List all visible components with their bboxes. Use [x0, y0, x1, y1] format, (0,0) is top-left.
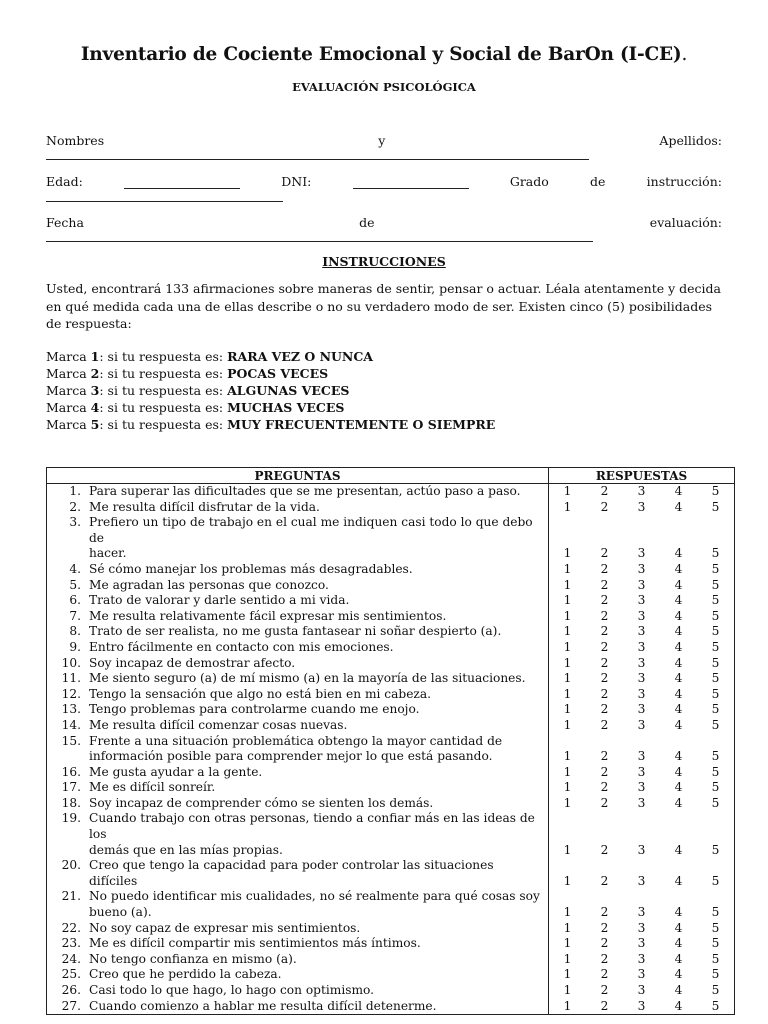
answer-option-1[interactable]: 1	[563, 873, 572, 888]
question-text	[89, 780, 549, 796]
answer-option-3[interactable]: 3	[637, 780, 646, 795]
names-field[interactable]	[46, 133, 722, 148]
answer-option-2[interactable]: 2	[600, 873, 609, 888]
question-text	[89, 702, 549, 718]
question-text	[89, 500, 549, 516]
answer-option-4[interactable]: 4	[674, 795, 683, 810]
question-number: 2.	[47, 500, 90, 516]
answer-option-5[interactable]: 5	[697, 562, 735, 578]
answer-option-1[interactable]: 1	[563, 484, 572, 498]
answer-option-2[interactable]: 2	[600, 780, 609, 795]
document-title: Inventario de Cociente Emocional y Social de BarOn (I-CE).	[80, 44, 688, 65]
answer-option-2[interactable]: 2	[600, 749, 609, 764]
question-number: 17.	[47, 780, 90, 796]
question-line: Me es difícil sonreír.	[89, 780, 216, 795]
question-line: Me resulta difícil comenzar cosas nuevas.	[89, 717, 348, 732]
question-line: Creo que he perdido la cabeza.	[89, 967, 282, 982]
answer-option-2[interactable]: 2	[600, 561, 609, 576]
answer-scale-list	[46, 348, 726, 433]
question-number: 13.	[47, 702, 90, 718]
question-row	[47, 562, 735, 578]
answer-option-5[interactable]: 5	[697, 640, 735, 656]
instruction-label: instrucción:	[646, 174, 722, 189]
answer-option-4[interactable]: 4	[674, 499, 683, 514]
age-dni-field[interactable]	[46, 174, 722, 189]
question-line: Frente a una situación problemática obtengo la mayor cantidad de	[89, 733, 503, 748]
question-text	[89, 952, 549, 968]
question-line: Cuando trabajo con otras personas, tiendo a confiar más en las ideas de los	[89, 811, 535, 842]
answer-option-1[interactable]: 1	[563, 983, 572, 997]
answer-option-2[interactable]: 2	[600, 702, 609, 717]
answer-option-3[interactable]: 3	[637, 593, 646, 608]
answer-option-3[interactable]: 3	[637, 671, 646, 686]
question-number: 15.	[47, 734, 90, 765]
answer-option-5[interactable]: 5	[697, 671, 735, 687]
answer-option-5[interactable]: 5	[697, 515, 735, 562]
question-text	[89, 936, 549, 952]
question-number: 23.	[47, 936, 90, 952]
question-row	[47, 952, 735, 968]
answer-option-2[interactable]: 2	[600, 920, 609, 935]
question-text	[89, 578, 549, 594]
question-number: 25.	[47, 967, 90, 983]
question-line: No soy capaz de expresar mis sentimientos.	[89, 920, 361, 935]
question-number: 24.	[47, 952, 90, 968]
answer-option-1[interactable]: 1	[563, 967, 572, 982]
answer-option-3[interactable]: 3	[637, 842, 646, 857]
question-line: No tengo confianza en mismo (a).	[89, 951, 297, 966]
question-number: 19.	[47, 811, 90, 858]
question-line: Trato de ser realista, no me gusta fantasear ni soñar despierto (a).	[89, 624, 502, 639]
question-number: 26.	[47, 983, 90, 999]
question-row	[47, 656, 735, 672]
dni-input[interactable]	[353, 178, 469, 189]
answer-option-5[interactable]: 5	[697, 952, 735, 968]
answer-option-2[interactable]: 2	[600, 951, 609, 966]
answer-option-3[interactable]: 3	[637, 686, 646, 701]
answer-option-3[interactable]: 3	[623, 999, 660, 1015]
question-line: Me gusta ayudar a la gente.	[89, 764, 263, 779]
answer-option-3[interactable]: 3	[637, 577, 646, 592]
answer-option-2[interactable]: 2	[600, 983, 609, 997]
answer-option-3[interactable]: 3	[637, 655, 646, 670]
question-row	[47, 780, 735, 796]
answer-option-4[interactable]: 4	[674, 780, 683, 795]
answer-option-2[interactable]: 2	[600, 671, 609, 686]
answer-option-5[interactable]: 5	[697, 889, 735, 920]
answer-option-5[interactable]: 5	[697, 921, 735, 937]
answer-option-4[interactable]: 4	[674, 717, 683, 732]
answer-option-4[interactable]: 4	[674, 983, 683, 997]
answer-option-1[interactable]: 1	[563, 624, 572, 639]
surnames-label: Apellidos:	[659, 133, 722, 148]
question-text	[89, 921, 549, 937]
question-line: Creo que tengo la capacidad para poder controlar las situaciones difíciles	[89, 858, 494, 888]
question-text	[89, 671, 549, 687]
answer-option-5[interactable]: 5	[697, 500, 735, 516]
answer-option-1[interactable]: 1	[563, 639, 572, 654]
answer-option-2[interactable]: 2	[600, 577, 609, 592]
answer-option-4[interactable]: 4	[674, 484, 683, 498]
answer-option-1[interactable]: 1	[563, 780, 572, 795]
answer-option-1[interactable]: 1	[563, 905, 572, 920]
instructions-paragraph: Usted, encontrará 133 afirmaciones sobre maneras de sentir, pensar o actuar. Léala atentamente y decida en qué medida cada una de ellas describe o no su verdadero modo de ser. Existen cinco (5) posibilidades de respuesta:	[46, 281, 721, 331]
question-row	[47, 858, 735, 889]
answer-option-5[interactable]: 5	[697, 687, 735, 703]
answer-option-5[interactable]: 5	[697, 734, 735, 765]
age-label: Edad:	[46, 174, 83, 189]
question-number: 6.	[47, 593, 90, 609]
answer-option-4[interactable]: 4	[674, 842, 683, 857]
question-row	[47, 500, 735, 516]
question-number: 7.	[47, 609, 90, 625]
question-line: Prefiero un tipo de trabajo en el cual me indiquen casi todo lo que debo de	[89, 515, 533, 545]
answer-option-2[interactable]: 2	[600, 639, 609, 654]
question-row	[47, 609, 735, 625]
answer-option-5[interactable]: 5	[697, 718, 735, 734]
question-line: Cuando comienzo a hablar me resulta difícil detenerme.	[89, 998, 437, 1013]
question-row	[47, 578, 735, 594]
question-text	[89, 624, 549, 640]
answer-option-1[interactable]: 1	[563, 702, 572, 717]
answer-option-4[interactable]: 4	[674, 873, 683, 888]
answer-option-3[interactable]: 3	[637, 983, 646, 997]
answer-option-1[interactable]: 1	[563, 842, 572, 857]
answer-option-3[interactable]: 3	[637, 702, 646, 717]
question-number: 16.	[47, 765, 90, 781]
document-subtitle: EVALUACIÓN PSICOLÓGICA	[292, 80, 476, 94]
question-text	[89, 609, 549, 625]
answer-option-1[interactable]: 1	[563, 764, 572, 779]
scale-item: Marca 4: si tu respuesta es: MUCHAS VECES	[46, 400, 345, 415]
answer-option-5[interactable]: 5	[697, 765, 735, 781]
scale-item: Marca 2: si tu respuesta es: POCAS VECES	[46, 366, 329, 381]
question-row	[47, 593, 735, 609]
question-line: Soy incapaz de demostrar afecto.	[89, 655, 296, 670]
answer-option-4[interactable]: 4	[674, 686, 683, 701]
answer-option-1[interactable]: 1	[563, 671, 572, 686]
question-number: 14.	[47, 718, 90, 734]
question-row	[47, 765, 735, 781]
answer-option-3[interactable]: 3	[637, 624, 646, 639]
answer-option-1[interactable]: 1	[563, 593, 572, 608]
question-line: hacer.	[89, 546, 127, 561]
question-line: demás que en las mías propias.	[89, 842, 283, 857]
answer-option-3[interactable]: 3	[637, 717, 646, 732]
instructions-heading: INSTRUCCIONES	[322, 254, 446, 269]
answer-option-4[interactable]: 4	[674, 546, 683, 561]
date-label: Fecha	[46, 215, 84, 230]
question-line: información posible para comprender mejor lo que está pasando.	[89, 749, 493, 764]
question-row	[47, 624, 735, 640]
date-field[interactable]	[46, 215, 722, 230]
answer-option-2[interactable]: 2	[600, 655, 609, 670]
answer-option-2[interactable]: 2	[600, 842, 609, 857]
answer-option-3[interactable]: 3	[637, 873, 646, 888]
question-number: 18.	[47, 796, 90, 812]
question-line: Trato de valorar y darle sentido a mi vida.	[89, 593, 350, 608]
answer-option-3[interactable]: 3	[637, 936, 646, 951]
question-number: 3.	[47, 515, 90, 562]
answer-option-5[interactable]: 5	[697, 702, 735, 718]
answer-option-3[interactable]: 3	[637, 639, 646, 654]
question-row	[47, 734, 735, 765]
date-of: de	[359, 215, 375, 230]
question-text	[89, 593, 549, 609]
answer-option-4[interactable]: 4	[674, 561, 683, 576]
question-row	[47, 811, 735, 858]
answer-option-4[interactable]: 4	[674, 624, 683, 639]
questions-header: PREGUNTAS	[47, 468, 549, 484]
answer-option-2[interactable]: 2	[586, 999, 623, 1015]
names-underline	[46, 159, 589, 160]
answer-option-1[interactable]: 1	[563, 749, 572, 764]
question-line: Para superar las dificultades que se me presentan, actúo paso a paso.	[89, 484, 521, 498]
question-line: Soy incapaz de comprender cómo se sienten los demás.	[89, 795, 434, 810]
answer-option-5[interactable]: 5	[697, 780, 735, 796]
question-row	[47, 796, 735, 812]
answer-option-4[interactable]: 4	[674, 764, 683, 779]
question-text	[89, 765, 549, 781]
question-row	[47, 702, 735, 718]
answer-option-5[interactable]: 5	[697, 967, 735, 983]
answer-option-2[interactable]: 2	[600, 608, 609, 623]
question-text	[89, 515, 549, 562]
scale-item: Marca 1: si tu respuesta es: RARA VEZ O NUNCA	[46, 349, 373, 364]
question-row	[47, 515, 735, 562]
question-text	[89, 796, 549, 812]
answer-option-4[interactable]: 4	[674, 749, 683, 764]
answer-option-3[interactable]: 3	[637, 951, 646, 966]
question-line: Entro fácilmente en contacto con mis emociones.	[89, 639, 394, 654]
answer-option-1[interactable]: 1	[549, 999, 587, 1015]
question-line: Me siento seguro (a) de mí mismo (a) en la mayoría de las situaciones.	[89, 671, 526, 686]
question-row	[47, 983, 735, 999]
question-text	[89, 983, 549, 999]
question-row	[47, 484, 735, 500]
answer-option-5[interactable]: 5	[697, 484, 735, 500]
answer-option-1[interactable]: 1	[563, 686, 572, 701]
answer-option-4[interactable]: 4	[674, 608, 683, 623]
question-line: Me agradan las personas que conozco.	[89, 577, 329, 592]
question-row	[47, 921, 735, 937]
question-row	[47, 967, 735, 983]
question-row	[47, 889, 735, 920]
scale-item: Marca 5: si tu respuesta es: MUY FRECUENTEMENTE O SIEMPRE	[46, 417, 496, 432]
question-line: Tengo problemas para controlarme cuando me enojo.	[89, 702, 420, 717]
answer-option-3[interactable]: 3	[637, 920, 646, 935]
question-text	[89, 858, 549, 889]
answer-option-5[interactable]: 5	[697, 656, 735, 672]
evaluation-label: evaluación:	[649, 215, 722, 230]
question-line: Sé cómo manejar los problemas más desagradables.	[89, 561, 413, 576]
answer-option-4[interactable]: 4	[674, 655, 683, 670]
answer-option-3[interactable]: 3	[637, 749, 646, 764]
question-number: 8.	[47, 624, 90, 640]
answer-option-2[interactable]: 2	[600, 593, 609, 608]
question-line: bueno (a).	[89, 905, 152, 920]
answer-option-2[interactable]: 2	[600, 484, 609, 498]
answer-option-2[interactable]: 2	[600, 624, 609, 639]
answers-header: RESPUESTAS	[549, 468, 735, 484]
answer-option-2[interactable]: 2	[600, 717, 609, 732]
question-number: 10.	[47, 656, 90, 672]
answer-option-1[interactable]: 1	[563, 499, 572, 514]
answer-option-4[interactable]: 4	[660, 999, 697, 1015]
question-row	[47, 999, 735, 1015]
answer-option-5[interactable]: 5	[697, 578, 735, 594]
answer-option-1[interactable]: 1	[563, 936, 572, 951]
names-conjunction: y	[378, 133, 386, 148]
answer-option-4[interactable]: 4	[674, 639, 683, 654]
question-row	[47, 640, 735, 656]
question-row	[47, 671, 735, 687]
question-number: 21.	[47, 889, 90, 920]
question-row	[47, 718, 735, 734]
answer-option-3[interactable]: 3	[637, 546, 646, 561]
question-text	[89, 640, 549, 656]
answer-option-2[interactable]: 2	[600, 764, 609, 779]
answer-option-5[interactable]: 5	[697, 624, 735, 640]
dni-label: DNI:	[281, 174, 312, 189]
answer-option-3[interactable]: 3	[637, 608, 646, 623]
answer-option-5[interactable]: 5	[697, 811, 735, 858]
answer-option-1[interactable]: 1	[563, 795, 572, 810]
answer-option-1[interactable]: 1	[563, 655, 572, 670]
answer-option-1[interactable]: 1	[563, 717, 572, 732]
answer-option-2[interactable]: 2	[600, 936, 609, 951]
question-number: 20.	[47, 858, 90, 889]
answer-option-3[interactable]: 3	[637, 905, 646, 920]
answer-option-4[interactable]: 4	[674, 905, 683, 920]
age-input[interactable]	[124, 178, 240, 189]
answer-option-5[interactable]: 5	[697, 593, 735, 609]
answer-option-2[interactable]: 2	[600, 905, 609, 920]
answer-option-5[interactable]: 5	[697, 858, 735, 889]
answer-option-3[interactable]: 3	[637, 967, 646, 982]
answer-option-4[interactable]: 4	[674, 593, 683, 608]
answer-option-3[interactable]: 3	[637, 561, 646, 576]
answer-option-3[interactable]: 3	[637, 764, 646, 779]
answer-option-1[interactable]: 1	[563, 920, 572, 935]
question-number: 27.	[47, 999, 90, 1015]
answer-option-2[interactable]: 2	[600, 967, 609, 982]
instruction-underline	[46, 201, 283, 202]
answer-option-5[interactable]: 5	[697, 999, 735, 1015]
answer-option-1[interactable]: 1	[563, 561, 572, 576]
question-number: 12.	[47, 687, 90, 703]
question-number: 4.	[47, 562, 90, 578]
question-text	[89, 999, 549, 1015]
answer-option-4[interactable]: 4	[674, 967, 683, 982]
answer-option-5[interactable]: 5	[697, 609, 735, 625]
question-text	[89, 889, 549, 920]
grade-label: Grado	[509, 174, 549, 189]
answer-option-1[interactable]: 1	[563, 608, 572, 623]
question-text	[89, 967, 549, 983]
answer-option-1[interactable]: 1	[563, 951, 572, 966]
question-text	[89, 811, 549, 858]
question-text	[89, 562, 549, 578]
answer-option-5[interactable]: 5	[697, 936, 735, 952]
answer-option-2[interactable]: 2	[600, 795, 609, 810]
question-row	[47, 936, 735, 952]
answer-option-2[interactable]: 2	[600, 686, 609, 701]
question-text	[89, 687, 549, 703]
answer-option-4[interactable]: 4	[674, 702, 683, 717]
question-number: 22.	[47, 921, 90, 937]
answer-option-4[interactable]: 4	[674, 671, 683, 686]
question-text	[89, 484, 549, 500]
question-number: 11.	[47, 671, 90, 687]
answer-option-3[interactable]: 3	[637, 484, 646, 498]
question-text	[89, 656, 549, 672]
answer-option-3[interactable]: 3	[637, 795, 646, 810]
answer-option-4[interactable]: 4	[674, 577, 683, 592]
question-line: Me resulta difícil disfrutar de la vida.	[89, 499, 320, 514]
answer-option-1[interactable]: 1	[563, 546, 572, 561]
question-line: Casi todo lo que hago, lo hago con optimismo.	[89, 983, 375, 997]
question-text	[89, 734, 549, 765]
answer-option-5[interactable]: 5	[697, 983, 735, 999]
questions-table	[46, 467, 735, 1015]
grade-of: de	[590, 174, 606, 189]
question-number: 5.	[47, 578, 90, 594]
answer-option-2[interactable]: 2	[600, 499, 609, 514]
names-label: Nombres	[46, 133, 105, 148]
answer-option-4[interactable]: 4	[674, 936, 683, 951]
questions-body	[47, 484, 735, 1015]
question-text	[89, 718, 549, 734]
question-number: 9.	[47, 640, 90, 656]
answer-option-2[interactable]: 2	[600, 546, 609, 561]
answer-option-5[interactable]: 5	[697, 796, 735, 812]
question-line: No puedo identificar mis cualidades, no sé realmente para qué cosas soy	[89, 889, 540, 904]
question-number: 1.	[47, 484, 90, 500]
question-line: Me es difícil compartir mis sentimientos más íntimos.	[89, 936, 421, 951]
answer-option-3[interactable]: 3	[637, 499, 646, 514]
question-line: Tengo la sensación que algo no está bien en mi cabeza.	[89, 686, 431, 701]
question-line: Me resulta relativamente fácil expresar mis sentimientos.	[89, 608, 447, 623]
answer-option-4[interactable]: 4	[674, 920, 683, 935]
answer-option-1[interactable]: 1	[563, 577, 572, 592]
scale-item: Marca 3: si tu respuesta es: ALGUNAS VECES	[46, 383, 350, 398]
question-row	[47, 687, 735, 703]
date-underline	[46, 241, 593, 242]
answer-option-4[interactable]: 4	[674, 951, 683, 966]
